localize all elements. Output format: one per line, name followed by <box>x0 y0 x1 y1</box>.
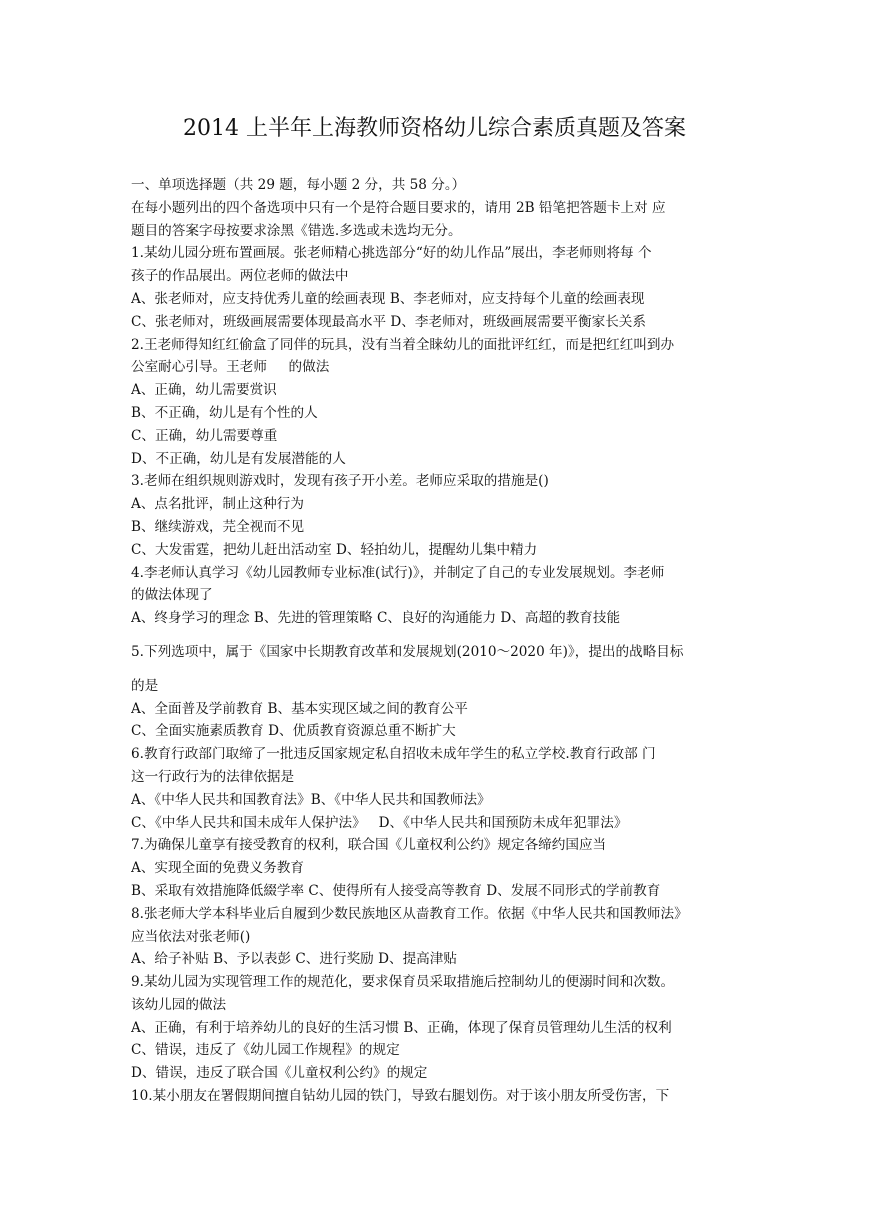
question-stem: 公室耐心引导。王老师 的做法 <box>131 359 330 376</box>
question-option: A、《中华人民共和国教育法》B、《中华人民共和国教师法》 <box>131 791 491 808</box>
question-stem: 4.李老师认真学习《幼儿园教师专业标准(试行)》，并制定了自己的专业发展规划。李老师 <box>131 564 665 581</box>
question-option: B、采取有效措施降低綴学率 C、使得所有人接受高等教育 D、发展不同形式的学前教育 <box>131 882 661 899</box>
question-option: A、点名批评，制止这种行为 <box>131 496 304 513</box>
question-option: A、给子补贴 B、予以表彭 C、进行奖励 D、提高津贴 <box>131 951 457 968</box>
question-stem: 的做法体现了 <box>131 587 213 604</box>
question-stem: 5.下列选项中，属于《国家中长期教育改革和发展规划(2010～2020 年)》，提出的战略目标 <box>131 643 684 660</box>
question-option: A、全面普及学前教育 B、基本实现区域之间的教育公平 <box>131 700 468 717</box>
question-stem: 这一行政行为的法律依据是 <box>131 768 295 785</box>
question-option: A、实现全面的免费义务教育 <box>131 860 304 877</box>
section-header: 一、单项选择题（共 29 题，每小题 2 分，共 58 分。） <box>131 177 466 193</box>
question-option: A、正确，有利于培养幼儿的良好的生活习惯 B、正确，体现了保育员管理幼儿生活的权利 <box>131 1019 672 1036</box>
question-option: B、不正确，幼儿是有个性的人 <box>131 404 318 421</box>
question-stem: 10.某小朋友在署假期间擅自钻幼儿园的铁门，导致右腿划伤。对于该小朋友所受伤害，下 <box>131 1088 670 1105</box>
question-option: A、正确，幼儿需要赏识 <box>131 382 277 399</box>
question-option: B、继续游戏，芫全视而不见 <box>131 518 305 535</box>
question-option: C、张老师对，班级画展需要体现最高水平 D、李老师对，班级画展需要平衡家长关系 <box>131 313 646 330</box>
question-stem: 8.张老师大学本科毕业后自履到少数民族地区从啬教育工作。依据《中华人民共和国教师法》 <box>131 905 688 922</box>
question-option: C、《中华人民共和国未成年人保护法》 D、《中华人民共和国预防未成年犯罪法》 <box>131 814 628 831</box>
question-stem: 该幼儿园的做法 <box>131 996 227 1013</box>
question-stem: 2.王老师得知红红偷盒了同伴的玩具，没有当着全睐幼儿的面批评红红，而是把红红叫到办 <box>131 336 675 353</box>
document-title: 2014 上半年上海教师资格幼儿综合素质真题及答案 <box>183 116 686 141</box>
question-option: C、正确，幼儿需要尊重 <box>131 427 278 444</box>
question-option: A、终身学习的理念 B、先进的管理策略 C、良好的沟通能力 D、高超的教育技能 <box>131 610 621 627</box>
question-stem: 应当依法对张老师() <box>131 928 251 945</box>
question-option: C、全面实施素质教育 D、优质教育资源总重不断扩大 <box>131 723 456 740</box>
paragraph-gap <box>131 630 741 641</box>
question-stem: 9.某幼儿园为实现管理工作的规范化，要求保育员采取措施后控制幼儿的便溺时间和次数。 <box>131 974 675 991</box>
question-stem: 的是 <box>131 677 159 694</box>
question-stem: 3.老师在组织规则游戏时，发现有孩子开小差。老师应采取的措施是() <box>131 473 549 490</box>
question-option: C、错误，违反了《幼儿园工作规程》的规定 <box>131 1042 400 1059</box>
question-option: A、张老师对，应支持优秀儿童的绘画表现 B、李老师对，应支持每个儿童的绘画表现 <box>131 290 645 307</box>
instructions-line: 在每小题列出的四个备选项中只有一个是符合题目要求的，请用 2B 铅笔把答题卡上对 应 <box>131 199 666 216</box>
question-stem: 孩子的作品展出。两位老师的做法中 <box>131 268 349 285</box>
instructions-line: 题目的答案字母按要求涂黑《错选.多选或未选均无分。 <box>131 222 462 239</box>
question-stem: 6.教育行政部门取缔了一批违反国家规定私自招收未成年学生的私立学校.教育行政部 门 <box>131 746 656 763</box>
paragraph-gap <box>131 664 741 675</box>
document-body <box>131 174 741 1108</box>
question-stem: 7.为确保儿童享有接受教育的权利，联合国《儿童权利公约》规定各缔约国应当 <box>131 837 607 854</box>
question-option: C、大发雷霆，把幼儿赶出活动室 D、轻拍幼儿，提醒幼儿集中精力 <box>131 541 538 558</box>
question-stem: 1.某幼儿园分班布置画展。张老师精心挑选部分“好的幼儿作品”展出，李老师则将每 个 <box>131 245 652 262</box>
question-option: D、不正确，幼儿是有发展潜能的人 <box>131 450 346 467</box>
question-option: D、错误，违反了联合国《儿童权利公约》的规定 <box>131 1065 428 1082</box>
